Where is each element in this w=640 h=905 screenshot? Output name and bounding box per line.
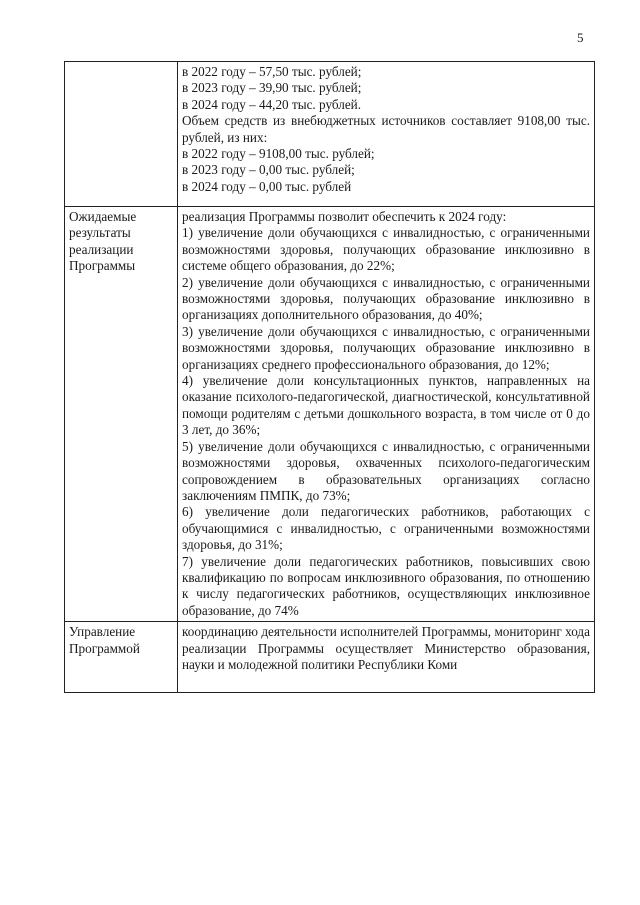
- finance-line: в 2024 году – 0,00 тыс. рублей: [182, 178, 352, 194]
- results-item: 2) увеличение доли обучающихся с инвалидностью, с ограниченными возможностями здоровья, получающих образование инклюзивно в организациях дополнительного образования, до 40%;: [182, 274, 590, 323]
- finance-line: Объем средств из внебюджетных источников составляет 9108,00 тыс. рублей, из них:: [182, 113, 590, 145]
- table-row-results: [65, 207, 595, 622]
- management-text: координацию деятельности исполнителей Программы, мониторинг хода реализации Программы осуществляет Министерство образования, науки и молодежной политики Республики Коми: [182, 624, 590, 672]
- results-item: 3) увеличение доли обучающихся с инвалидностью, с ограниченными возможностями здоровья, получающих образование инклюзивно в организациях среднего профессионального образования, до 12%;: [182, 323, 590, 372]
- results-item: 1) увеличение доли обучающихся с инвалидностью, с ограниченными возможностями здоровья, получающих образование инклюзивно в системе общего образования, до 22%;: [182, 225, 590, 274]
- management-label: Управление Программой: [69, 624, 140, 656]
- finance-content-cell: [178, 62, 595, 207]
- passport-table: [64, 61, 595, 693]
- results-intro: реализация Программы позволит обеспечить к 2024 году:: [182, 209, 507, 224]
- finance-line: в 2022 году – 57,50 тыс. рублей;: [182, 64, 362, 79]
- finance-line: в 2024 году – 44,20 тыс. рублей.: [182, 96, 362, 112]
- page-number: 5: [577, 30, 584, 45]
- management-label-cell: [65, 622, 178, 693]
- finance-line: в 2022 году – 9108,00 тыс. рублей;: [182, 146, 375, 162]
- results-item: 6) увеличение доли педагогических работников, работающих с обучающимися с инвалидностью, с ограниченными возможностями здоровья, до 31%;: [182, 504, 590, 553]
- finance-line: в 2023 году – 39,90 тыс. рублей;: [182, 80, 362, 96]
- finance-line: в 2023 году – 0,00 тыс. рублей;: [182, 162, 355, 178]
- results-item: 7) увеличение доли педагогических работников, повысивших свою квалификацию по вопросам инклюзивного образования, по отношению к числу педагогических работников, осуществляющих инклюзивное образование, до 74%: [182, 553, 590, 618]
- table-row-management: [65, 622, 595, 693]
- results-label: Ожидаемые результаты реализации Программы: [69, 209, 137, 274]
- management-content-cell: [178, 622, 595, 693]
- results-item: 5) увеличение доли обучающихся с инвалидностью, с ограниченными возможностями здоровья, охваченных психолого-педагогическим сопровождением в образовательных организациях согласно заключениям ПМПК, до 73%;: [182, 438, 590, 503]
- table-row-finance: [65, 62, 595, 207]
- results-label-cell: [65, 207, 178, 622]
- results-content-cell: [178, 207, 595, 622]
- finance-label-cell: [65, 62, 178, 207]
- results-item: 4) увеличение доли консультационных пунктов, направленных на оказание психолого-педагогической, диагностической, консультативной помощи родителям с детьми дошкольного возраста, в том числе от 0 до 3 лет, до 36%;: [182, 373, 590, 438]
